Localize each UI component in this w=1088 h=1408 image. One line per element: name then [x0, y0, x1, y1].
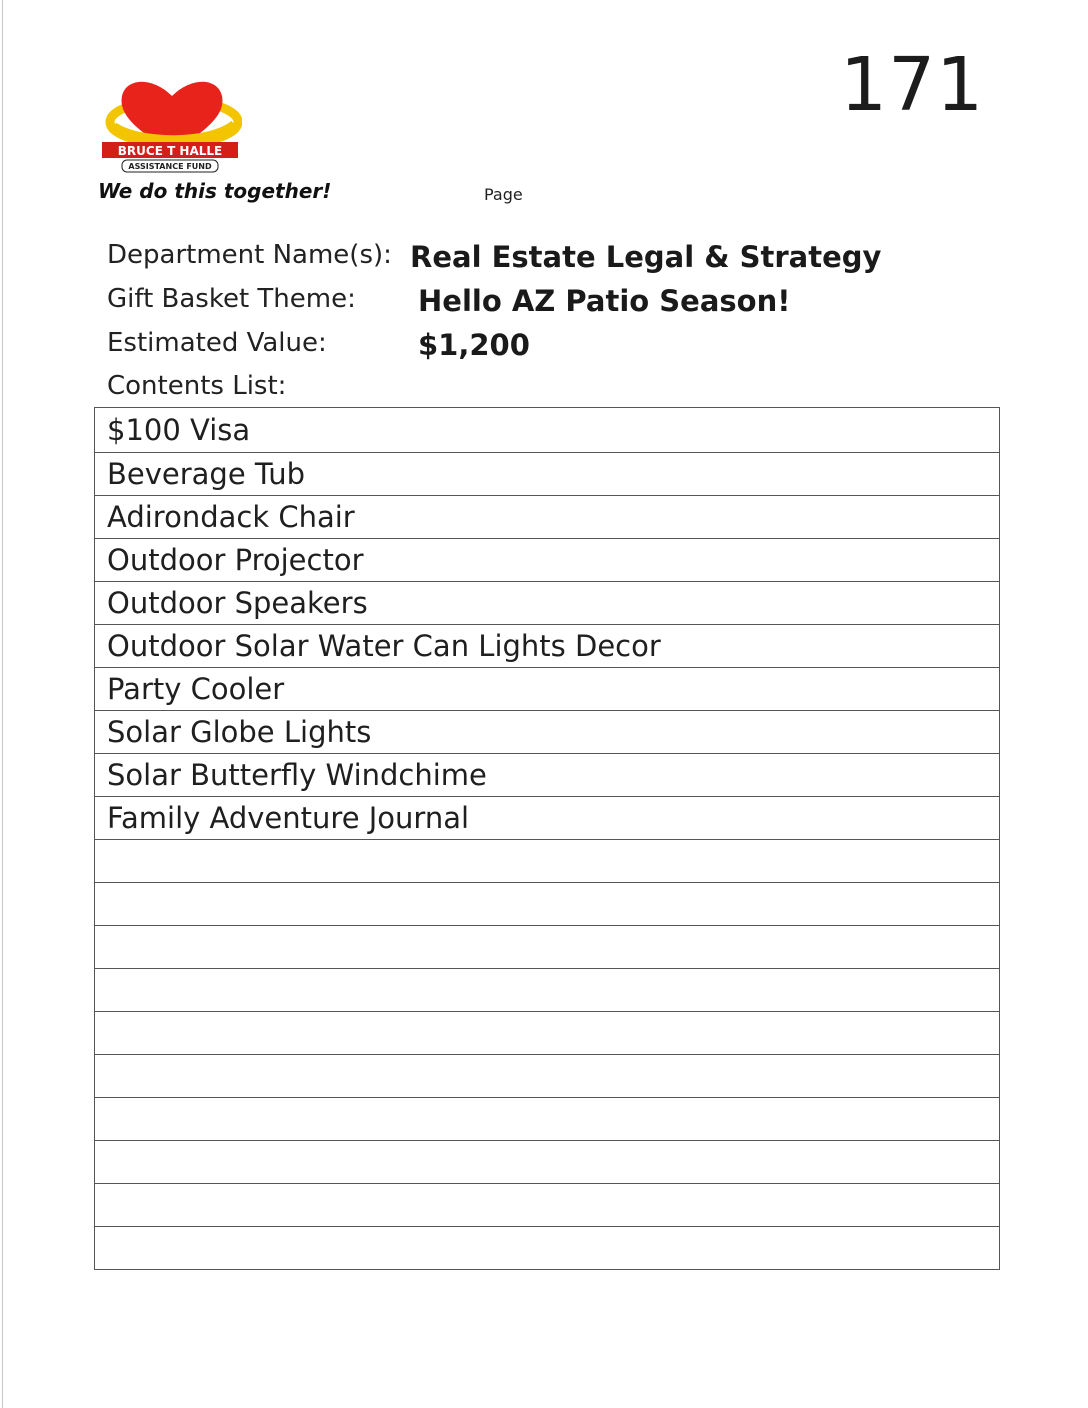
- contents-row: [95, 1141, 999, 1184]
- contents-table: [94, 407, 1000, 1270]
- contents-row: Beverage Tub: [95, 453, 999, 496]
- contents-row: Family Adventure Journal: [95, 797, 999, 840]
- contents-row: Outdoor Projector: [95, 539, 999, 582]
- department-value: Real Estate Legal & Strategy: [410, 240, 882, 274]
- contents-row: Outdoor Speakers: [95, 582, 999, 625]
- contents-label: Contents List:: [107, 371, 287, 401]
- contents-row: [95, 883, 999, 926]
- svg-text:BRUCE T HALLE: BRUCE T HALLE: [117, 144, 223, 158]
- theme-value: Hello AZ Patio Season!: [418, 284, 791, 318]
- bruce-t-halle-logo: [100, 74, 242, 174]
- contents-row: Solar Butterfly Windchime: [95, 754, 999, 797]
- contents-row: Party Cooler: [95, 668, 999, 711]
- value-label: Estimated Value:: [107, 328, 327, 358]
- contents-row: [95, 1098, 999, 1141]
- contents-row: Adirondack Chair: [95, 496, 999, 539]
- department-label: Department Name(s):: [107, 240, 392, 270]
- contents-row: [95, 1055, 999, 1098]
- page-label: Page: [484, 185, 523, 204]
- page-number: 171: [840, 42, 985, 128]
- tagline: We do this together!: [98, 179, 332, 203]
- contents-row: [95, 840, 999, 883]
- page-edge: [2, 0, 3, 1408]
- value-value: $1,200: [418, 328, 530, 362]
- contents-row: [95, 1227, 999, 1270]
- contents-row: Solar Globe Lights: [95, 711, 999, 754]
- contents-row: [95, 926, 999, 969]
- contents-row: [95, 1012, 999, 1055]
- svg-text:ASSISTANCE FUND: ASSISTANCE FUND: [128, 162, 212, 171]
- theme-label: Gift Basket Theme:: [107, 284, 356, 314]
- contents-row: $100 Visa: [95, 408, 999, 453]
- contents-row: Outdoor Solar Water Can Lights Decor: [95, 625, 999, 668]
- contents-row: [95, 1184, 999, 1227]
- contents-row: [95, 969, 999, 1012]
